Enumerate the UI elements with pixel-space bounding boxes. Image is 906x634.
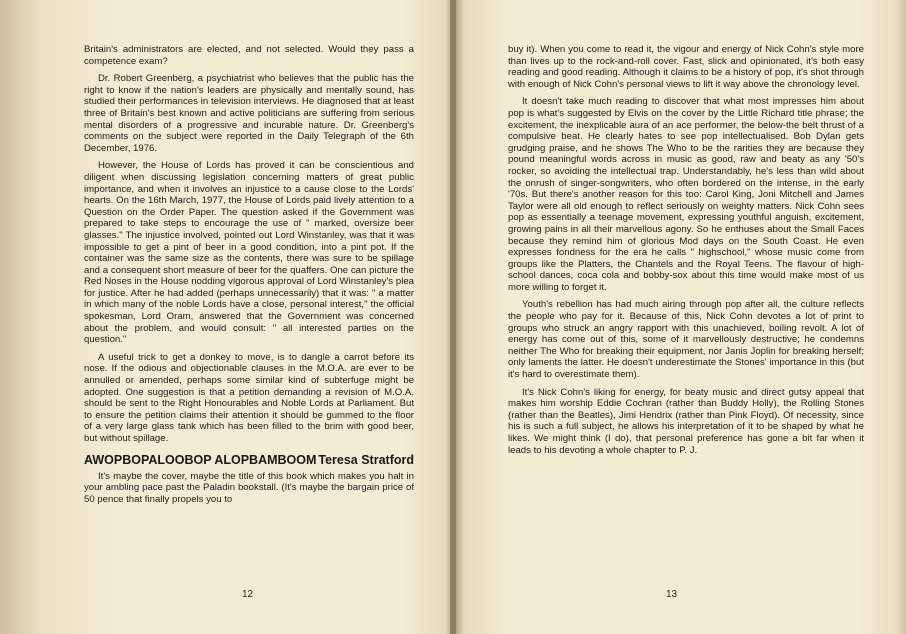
left-page-text: [84, 44, 414, 505]
paragraph: Britain's administrators are elected, and not selected. Would they pass a competence exam?: [84, 44, 414, 67]
article-heading: [84, 453, 414, 467]
paragraph: It's Nick Cohn's liking for energy, for beaty music and direct gutsy appeal that makes him worship Eddie Cochran (rather than Buddy Holly), the Rolling Stones (rather than the Beatles), Jimi Hendrix (rather than Pink Floyd). Of necessity, since his is such a full subject, he allows his interpretation of it to be shaped by what he likes. We might think (I do), that personal preference has gone a bit far when it leads to his devoting a whole chapter to P. J.: [508, 386, 864, 456]
left-page: [0, 0, 452, 634]
right-page: [456, 0, 906, 634]
page-number-left: 12: [242, 589, 254, 600]
paragraph: A useful trick to get a donkey to move, is to dangle a carrot before its nose. If the odious and objectionable clauses in the M.O.A. are ever to be annulled or amended, perhaps some similar kind of subterfuge might be adopted. One suggestion is that a petition demanding a revision of M.O.A. should be sent to the Right Honourables and Noble Lords at Parliament. But to ensure the petition claims their attention it should be gummed to the floor of a very large glass tank which has been filled to the brim with good beer, but without spillage.: [84, 351, 414, 444]
paragraph: Dr. Robert Greenberg, a psychiatrist who believes that the public has the right to know if the nation's leaders are physically and mentally sound, has studied their performances in television interviews. He diagnosed that at least three of Britain's best known and active politicians are suffering from serious mental disorders of a progressive and incurable nature. Dr. Greenberg's comments on the subject were reported in the Daily Telegraph of the 6th December, 1976.: [84, 73, 414, 154]
paragraph: However, the House of Lords has proved it can be conscientious and diligent when discussing legislation concerning matters of great public importance, and when it involves an injustice to a cause close to the Lords' hearts. On the 16th March, 1977, the House of Lords paid lively attention to a Question on the Order Paper. The question asked if the Government was prepared to take steps to encourage the use of " marked, oversize beer glasses." The injustice involved, pointed out Lord Winstanley, was that it was impossible to get a pint of beer in a good condition, into a pint pot. If the container was the same size as the contents, there was sure to be spillage and a consequent short measure of beer for the quaffers. One can picture the Red Noses in the House nodding vigorous approval of Lord Winstanley's plea for justice. After he had added (perhaps unnecessarily) that it was: " a matter in which many of the noble Lords have a close, personal interest," the official spokesman, Lord Oram, answered that the Government was concerned about the problem, and would consult: " all interested parties on the question.": [84, 160, 414, 346]
paragraph: Youth's rebellion has had much airing through pop after all, the culture reflects the people who pay for it. Because of this, Nick Cohn devotes a lot of print to groups who struck an angry rapport with this unachieved, boiling revolt. A lot of energy has come out of this, some of it marvellously destructive; he condemns neither The Who for breaking their equipment, nor Janis Joplin for breaking herself; only laments the latter. He doesn't underestimate the Stones' importance in this (but it's hard to overestimate them).: [508, 299, 864, 381]
article-title: AWOPBOPALOOBOP ALOPBAMBOOM: [84, 452, 317, 467]
article-author: Teresa Stratford: [318, 452, 414, 467]
paragraph: buy it). When you come to read it, the vigour and energy of Nick Cohn's style more than lives up to the rock-and-roll cover. Fast, slick and opinionated, it's both easy reading and good reading. Although it claims to be a history of pop, it's shot through with enough of Nick Cohn's personal views to lift it way above the chronology level.: [508, 44, 864, 90]
paragraph: It's maybe the cover, maybe the title of this book which makes you halt in your ambling pace past the Paladin bookstall. (It's maybe the bargain price of 50 pence that finally propels you to: [84, 470, 414, 505]
right-page-text: [508, 44, 864, 456]
paragraph: It doesn't take much reading to discover that what most impresses him about pop is what's suggested by Elvis on the cover by the Little Richard title phrase; the excitement, the inexplicable aura of an ace performer, the below-the belt thrust of a compulsive beat. He clearly hates to see pop intellectualised. Bob Dylan gets grudging praise, and he shows The Who to be the rarities they are because they pound meaningful words across in music as good, raw and beaty as any '50's rocker, so avoiding the intellectual trap. Understandably, he's less than wild about the onrush of singer-songwriters, who often bordered on the intense, in the early '70s. But there's another reason for this too: Carol King, Joni Mitchell and James Taylor were all old enough to reflect seriously on weighty matters. Nick Cohn sees pop as essentially a teenage movement, expressing youthful anguish, excitement, growing pains in all their marvellous agony. So he enthuses about the Small Faces because they remind him of glorious Mod days on the South Coast. He even expresses fondness for the era he calls " highschool," whose music come from groups like the Platters, the Chantels and the Royal Teens. The flavour of high-school dances, coca cola and bobby-sox about this time would make most of us more willing to forget it.: [508, 96, 864, 293]
page-number-right: 13: [666, 589, 678, 600]
